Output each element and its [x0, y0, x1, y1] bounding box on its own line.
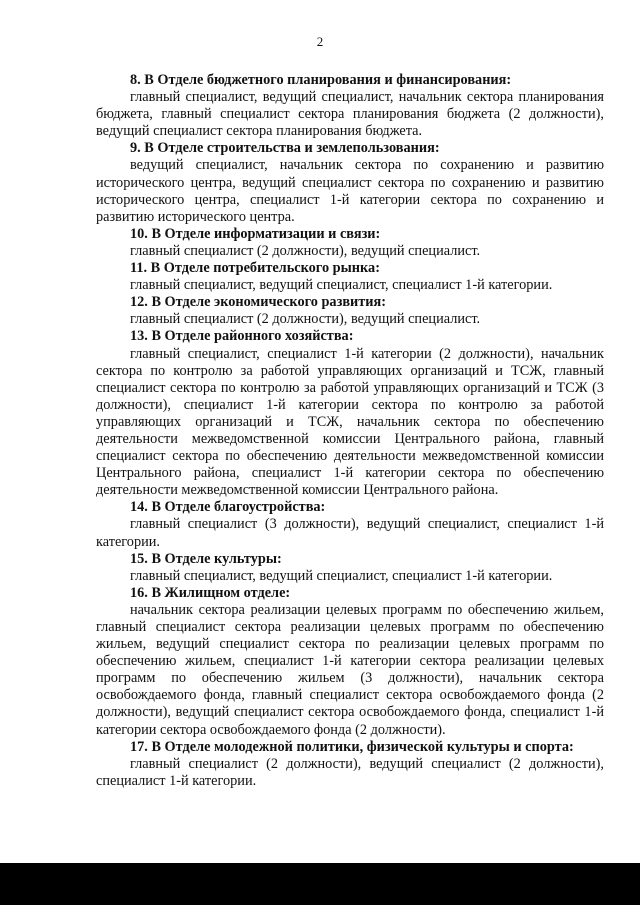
section-heading: 9. В Отделе строительства и землепользования: [130, 140, 440, 157]
section-text: главный специалист (2 должности), ведущий специалист (2 должности), специалист 1-й категории. [96, 755, 604, 789]
section-text: главный специалист, ведущий специалист, специалист 1-й категории. [130, 567, 553, 584]
scan-bottom-edge [0, 863, 640, 905]
section-heading: 15. В Отделе культуры: [130, 550, 282, 567]
document-body [96, 72, 604, 790]
section-text: начальник сектора реализации целевых программ по обеспечению жильем, главный специалист сектора реализации целевых программ по обеспечению жильем, ведущий специалист сектора по реализации целевых программ по обеспечению жильем, специалист 1-й категории сектора реализации целевых программ по обеспечению жильем (3 должности), начальник сектора освобождаемого фонда, главный специалист сектора освобождаемого фонда (2 должности), ведущий специалист сектора освобождаемого фонда, специалист 1-й категории сектора освобождаемого фонда (2 должности). [96, 601, 604, 738]
section-heading: 16. В Жилищном отделе: [130, 584, 291, 601]
section-text: главный специалист (2 должности), ведущий специалист. [130, 311, 481, 328]
section-text: главный специалист, ведущий специалист, начальник сектора планирования бюджета, главный специалист сектора планирования бюджета (2 должности), ведущий специалист сектора планирования бюджета. [96, 89, 604, 140]
section-heading: 13. В Отделе районного хозяйства: [130, 328, 354, 345]
section-text: главный специалист, ведущий специалист, специалист 1-й категории. [130, 277, 553, 294]
section-text: главный специалист (2 должности), ведущий специалист. [130, 242, 481, 259]
section-text: ведущий специалист, начальник сектора по сохранению и развитию исторического центра, ведущий специалист сектора по сохранению и развитию исторического центра, специалист 1-й категории сектора по сохранению и развитию исторического центра. [96, 157, 604, 225]
section-heading: 17. В Отделе молодежной политики, физической культуры и спорта: [130, 738, 574, 755]
section-heading: 11. В Отделе потребительского рынка: [130, 260, 380, 277]
section-heading: 12. В Отделе экономического развития: [130, 294, 387, 311]
section-text: главный специалист, специалист 1-й категории (2 должности), начальник сектора по контролю за работой управляющих организаций и ТСЖ, главный специалист сектора по контролю за работой управляющих организаций и ТСЖ (3 должности), специалист 1-й категории сектора по контролю за работой управляющих организаций и ТСЖ, начальник сектора по обеспечению деятельности межведомственной комиссии Центрального района, главный специалист сектора по обеспечению деятельности межведомственной комиссии Центрального района, специалист 1-й категории сектора по обеспечению деятельности межведомственной комиссии Центрального района. [96, 345, 604, 499]
page-number: 2 [316, 34, 324, 49]
section-heading: 10. В Отделе информатизации и связи: [130, 225, 381, 242]
section-heading: 8. В Отделе бюджетного планирования и финансирования: [130, 72, 512, 88]
section-text: главный специалист (3 должности), ведущий специалист, специалист 1-й категории. [96, 516, 604, 550]
section-heading: 14. В Отделе благоустройства: [130, 499, 326, 516]
